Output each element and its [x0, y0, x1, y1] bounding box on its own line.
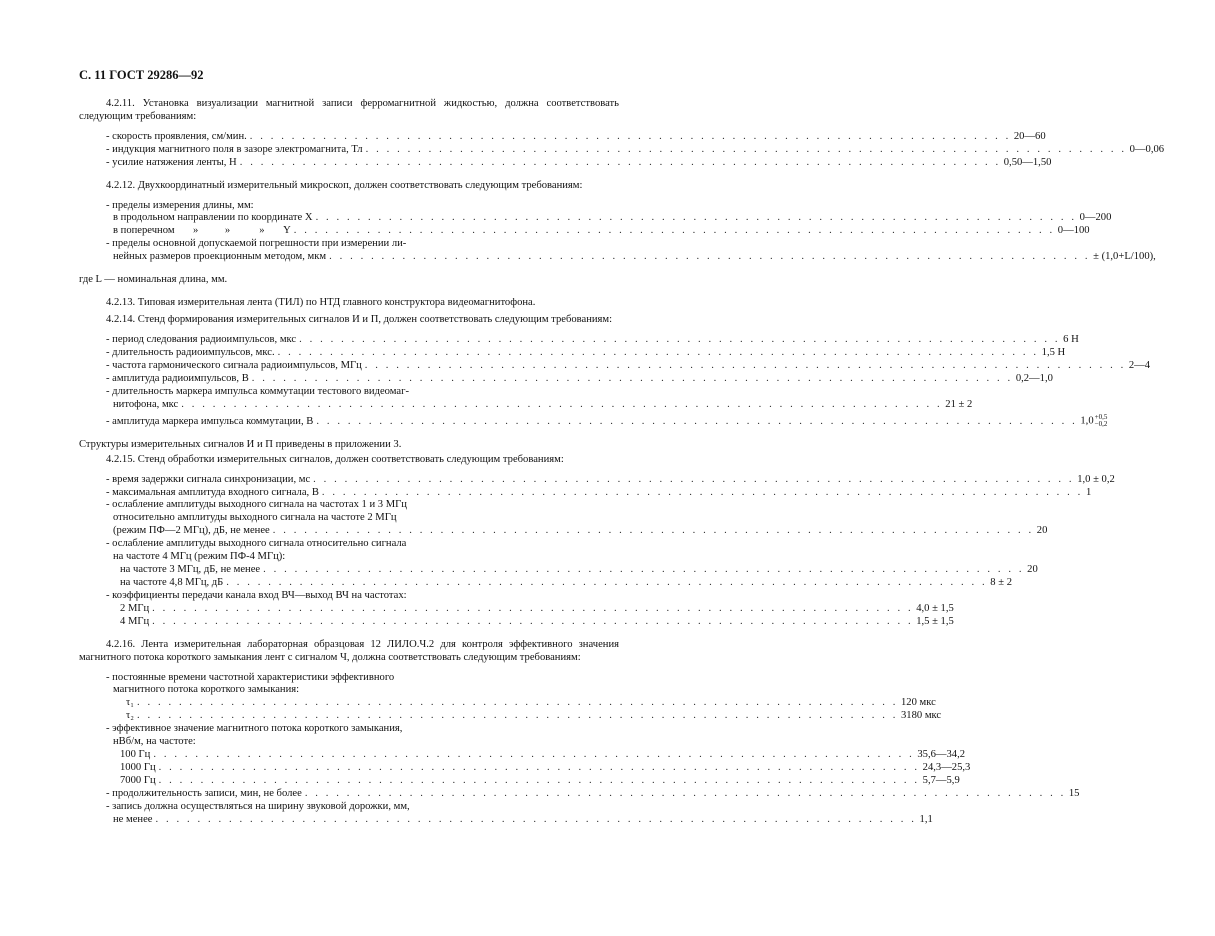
list-item — [106, 372, 1053, 386]
section-4-2-12 — [79, 179, 1156, 287]
note-text: где L — номинальная длина, мм. — [79, 274, 228, 286]
item-value: 1,0 ± 0,2 — [1077, 473, 1115, 485]
tolerance — [1095, 414, 1108, 428]
item-value: 6 H — [1063, 333, 1079, 345]
item-value: 2—4 — [1128, 359, 1151, 371]
list-item — [106, 697, 936, 710]
list-item — [106, 577, 1013, 590]
list-item: - эффективное значение магнитного потока короткого замыкания, — [106, 723, 403, 735]
item-label: не менее — [113, 813, 153, 825]
document-body — [79, 98, 1165, 837]
item-label: - период следования радиоимпульсов, мкс — [106, 333, 297, 345]
leader-dots: . . . . . . . . . . . . . . . . . . . . . . . . . . . . . . . . . . . . . . . . . . . . . . . . . . . . . . . . . . . . . . . . . . . . . . . . . — [158, 774, 920, 786]
list-item: - ослабление амплитуды выходного сигнала на частотах 1 и 3 МГц — [106, 499, 407, 511]
item-label: - усилие натяжения ленты, Н — [106, 156, 237, 168]
tolerance-lower: −0,2 — [1094, 420, 1108, 429]
item-value: 0—200 — [1079, 212, 1112, 224]
item-value: 120 мкс — [900, 697, 936, 709]
list-item — [106, 787, 1080, 801]
item-value: 20 — [1027, 564, 1038, 576]
list-item: - коэффициенты передачи канала вход ВЧ—выход ВЧ на частотах: — [106, 589, 407, 601]
section-text: 4.2.13. Типовая измерительная лента (ТИЛ) по НТД главного конструктора видеомагнитофона. — [106, 297, 536, 309]
item-label: на частоте 3 МГц, дБ, не менее — [120, 564, 261, 576]
list-item — [106, 602, 954, 616]
list-item: - длительность маркера импульса коммутации тестового видеомаг- — [106, 385, 409, 397]
section-4-2-15 — [79, 453, 1115, 629]
leader-dots: . . . . . . . . . . . . . . . . . . . . . . . . . . . . . . . . . . . . . . . . . . . . . . . . . . . . . . . . . . . . . . . . . . . . . . . . . — [316, 415, 1078, 427]
item-value: ± (1,0+L/100), — [1093, 251, 1156, 263]
list-item: - ослабление амплитуды выходного сигнала относительно сигнала — [106, 538, 407, 550]
item-value: 0,50—1,50 — [1003, 156, 1052, 168]
item-label: - амплитуда маркера импульса коммутации, В — [106, 415, 314, 427]
item-label: - длительность радиоимпульсов, мкс. — [106, 346, 275, 358]
section-4-2-14 — [79, 313, 1151, 452]
item-label: 2 МГц — [120, 602, 150, 614]
item-label: на частоте 4,8 МГц, дБ — [120, 577, 224, 589]
section-text: 4.2.14. Стенд формирования измерительных сигналов И и П, должен соответствовать следующим требованиям: — [106, 313, 613, 325]
item-value: 35,6—34,2 — [917, 749, 966, 761]
list-item — [106, 564, 1038, 577]
list-item: магнитного потока короткого замыкания: — [113, 684, 300, 696]
leader-dots: . . . . . . . . . . . . . . . . . . . . . . . . . . . . . . . . . . . . . . . . . . . . . . . . . . . . . . . . . . . . . . . . . . . . . . . . . — [158, 762, 920, 773]
list-item — [106, 486, 1092, 500]
list-item — [106, 473, 1115, 487]
requirements-list — [106, 671, 1080, 827]
leader-dots: . . . . . . . . . . . . . . . . . . . . . . . . . . . . . . . . . . . . . . . . . . . . . . . . . . . . . . . . . . . . . . . . . . . . . . . . . — [315, 212, 1077, 224]
item-label: в продольном направлении по координате X — [113, 212, 313, 224]
list-item — [106, 774, 960, 788]
list-item — [106, 156, 1052, 170]
item-label: - продолжительность записи, мин, не более — [106, 787, 302, 799]
list-item — [106, 251, 1156, 264]
leader-dots: . . . . . . . . . . . . . . . . . . . . . . . . . . . . . . . . . . . . . . . . . . . . . . . . . . . . . . . . . . . . . . . . . . . . . . . . . — [239, 156, 1001, 168]
item-value: 4,0 ± 1,5 — [916, 602, 954, 614]
leader-dots: . . . . . . . . . . . . . . . . . . . . . . . . . . . . . . . . . . . . . . . . . . . . . . . . . . . . . . . . . . . . . . . . . . . . . . . . . — [263, 564, 1025, 576]
item-label: - скорость проявления, см/мин. — [106, 130, 247, 142]
list-item — [106, 130, 1046, 144]
item-value: 1 — [1085, 486, 1092, 498]
item-label: - амплитуда радиоимпульсов, В — [106, 372, 249, 384]
item-value: 3180 мкс — [900, 710, 942, 722]
item-label: - частота гармонического сигнала радиоимпульсов, МГц — [106, 359, 362, 371]
leader-dots: . . . . . . . . . . . . . . . . . . . . . . . . . . . . . . . . . . . . . . . . . . . . . . . . . . . . . . . . . . . . . . . . . . . . . . . . . — [304, 787, 1066, 799]
item-value — [1080, 414, 1165, 428]
list-item — [106, 710, 942, 723]
tolerance-upper: +0,5 — [1094, 413, 1108, 422]
requirements-list — [106, 333, 1151, 429]
list-item — [106, 398, 973, 412]
list-item — [106, 749, 966, 762]
item-label: τ₁ — [126, 697, 134, 709]
leader-dots: . . . . . . . . . . . . . . . . . . . . . . . . . . . . . . . . . . . . . . . . . . . . . . . . . . . . . . . . . . . . . . . . . . . . . . . . . — [251, 372, 1013, 384]
item-label: в поперечном » » » Y — [113, 225, 291, 237]
item-value: 15 — [1068, 787, 1080, 799]
leader-dots: . . . . . . . . . . . . . . . . . . . . . . . . . . . . . . . . . . . . . . . . . . . . . . . . . . . . . . . . . . . . . . . . . . . . . . . . . — [329, 251, 1091, 263]
leader-dots: . . . . . . . . . . . . . . . . . . . . . . . . . . . . . . . . . . . . . . . . . . . . . . . . . . . . . . . . . . . . . . . . . . . . . . . . . — [181, 398, 943, 410]
section-text: 4.2.12. Двухкоординатный измерительный микроскоп, должен соответствовать следующим требованиям: — [106, 179, 583, 191]
item-label: 1000 Гц — [120, 762, 156, 773]
list-item — [106, 333, 1079, 347]
leader-dots: . . . . . . . . . . . . . . . . . . . . . . . . . . . . . . . . . . . . . . . . . . . . . . . . . . . . . . . . . . . . . . . . . . . . . . . . . — [272, 525, 1034, 537]
item-value: 8 ± 2 — [990, 577, 1013, 589]
leader-dots: . . . . . . . . . . . . . . . . . . . . . . . . . . . . . . . . . . . . . . . . . . . . . . . . . . . . . . . . . . . . . . . . . . . . . . . . . — [152, 602, 914, 614]
section-4-2-11 — [79, 98, 1165, 170]
list-item: - запись должна осуществляться на ширину звуковой дорожки, мм, — [106, 800, 410, 812]
list-item — [106, 615, 954, 629]
list-item — [106, 762, 971, 775]
leader-dots: . . . . . . . . . . . . . . . . . . . . . . . . . . . . . . . . . . . . . . . . . . . . . . . . . . . . . . . . . . . . . . . . . . . . . . . . . — [299, 333, 1061, 345]
item-value: 20—60 — [1013, 130, 1046, 142]
list-item — [106, 212, 1112, 225]
item-value: 21 ± 2 — [945, 398, 973, 410]
item-value: 20 — [1036, 525, 1048, 537]
section-text: 4.2.15. Стенд обработки измерительных сигналов, должен соответствовать следующим требованиям: — [106, 453, 564, 465]
item-label: 7000 Гц — [120, 774, 156, 786]
item-label: - максимальная амплитуда входного сигнала, В — [106, 486, 319, 498]
section-text: 4.2.11. Установка визуализации магнитной записи ферромагнитной жидкостью, должна соответствовать следующим требованиям: — [79, 98, 619, 122]
leader-dots: . . . . . . . . . . . . . . . . . . . . . . . . . . . . . . . . . . . . . . . . . . . . . . . . . . . . . . . . . . . . . . . . . . . . . . . . . — [155, 813, 917, 825]
section-4-2-16 — [79, 638, 1080, 827]
list-item: нВб/м, на частоте: — [113, 736, 196, 748]
requirements-list — [106, 473, 1115, 629]
leader-dots: . . . . . . . . . . . . . . . . . . . . . . . . . . . . . . . . . . . . . . . . . . . . . . . . . . . . . . . . . . . . . . . . . . . . . . . . . — [152, 615, 914, 627]
item-value: 0—100 — [1057, 225, 1090, 237]
structures-note: Структуры измерительных сигналов И и П приведены в приложении 3. — [79, 438, 402, 450]
list-item: на частоте 4 МГц (режим ПФ-4 МГц): — [113, 551, 286, 563]
amp-value: 1,0 — [1080, 415, 1094, 427]
leader-dots: . . . . . . . . . . . . . . . . . . . . . . . . . . . . . . . . . . . . . . . . . . . . . . . . . . . . . . . . . . . . . . . . . . . . . . . . . — [293, 225, 1055, 237]
list-item: - постоянные времени частотной характеристики эффективного — [106, 671, 395, 683]
leader-dots: . . . . . . . . . . . . . . . . . . . . . . . . . . . . . . . . . . . . . . . . . . . . . . . . . . . . . . . . . . . . . . . . . . . . . . . . . — [321, 486, 1083, 498]
item-value: 24,3—25,3 — [922, 762, 971, 773]
item-value: 0—0,06 — [1129, 143, 1165, 155]
item-value: 1,5 ± 1,5 — [916, 615, 954, 627]
item-value: 1,5 H — [1041, 346, 1066, 358]
item-label: 100 Гц — [120, 749, 151, 761]
item-value: 0,2—1,0 — [1015, 372, 1053, 384]
item-label: - индукция магнитного поля в зазоре электромагнита, Тл — [106, 143, 363, 155]
list-item — [106, 525, 1048, 538]
list-item: - пределы основной допускаемой погрешности при измерении ли- — [106, 238, 407, 250]
item-label: τ₂ — [126, 710, 134, 722]
leader-dots: . . . . . . . . . . . . . . . . . . . . . . . . . . . . . . . . . . . . . . . . . . . . . . . . . . . . . . . . . . . . . . . . . . . . . . . . . — [313, 473, 1075, 485]
requirements-list — [106, 199, 1156, 265]
leader-dots: . . . . . . . . . . . . . . . . . . . . . . . . . . . . . . . . . . . . . . . . . . . . . . . . . . . . . . . . . . . . . . . . . . . . . . . . . — [226, 577, 988, 589]
list-item — [106, 413, 1108, 429]
leader-dots: . . . . . . . . . . . . . . . . . . . . . . . . . . . . . . . . . . . . . . . . . . . . . . . . . . . . . . . . . . . . . . . . . . . . . . . . . — [136, 710, 898, 722]
leader-dots: . . . . . . . . . . . . . . . . . . . . . . . . . . . . . . . . . . . . . . . . . . . . . . . . . . . . . . . . . . . . . . . . . . . . . . . . . — [365, 143, 1127, 155]
section-text: 4.2.16. Лента измерительная лабораторная образцовая 12 ЛИЛО.Ч.2 для контроля эффективного значения магнитного потока короткого замыкания лент с сигналом Ч, должна соответствовать следующим требованиям: — [79, 638, 619, 663]
list-item — [106, 813, 933, 827]
list-item — [106, 346, 1066, 360]
item-label: 4 МГц — [120, 615, 150, 627]
list-item — [106, 225, 1090, 238]
leader-dots: . . . . . . . . . . . . . . . . . . . . . . . . . . . . . . . . . . . . . . . . . . . . . . . . . . . . . . . . . . . . . . . . . . . . . . . . . — [153, 749, 915, 761]
list-item — [106, 359, 1151, 373]
item-label: (режим ПФ—2 МГц), дБ, не менее — [113, 525, 270, 537]
list-item: - пределы измерения длины, мм: — [106, 199, 254, 211]
leader-dots: . . . . . . . . . . . . . . . . . . . . . . . . . . . . . . . . . . . . . . . . . . . . . . . . . . . . . . . . . . . . . . . . . . . . . . . . . — [364, 359, 1126, 371]
item-value: 1,1 — [919, 813, 933, 825]
leader-dots: . . . . . . . . . . . . . . . . . . . . . . . . . . . . . . . . . . . . . . . . . . . . . . . . . . . . . . . . . . . . . . . . . . . . . . . . . — [277, 346, 1039, 358]
requirements-list — [106, 130, 1165, 170]
page-header: С. 11 ГОСТ 29286—92 — [79, 68, 204, 82]
leader-dots: . . . . . . . . . . . . . . . . . . . . . . . . . . . . . . . . . . . . . . . . . . . . . . . . . . . . . . . . . . . . . . . . . . . . . . . . . — [136, 697, 898, 709]
item-label: - время задержки сигнала синхронизации, мс — [106, 473, 311, 485]
item-value: 5,7—5,9 — [922, 774, 960, 786]
item-label: нитофона, мкс — [113, 398, 179, 410]
item-label: нейных размеров проекционным методом, мкм — [113, 251, 327, 263]
leader-dots: . . . . . . . . . . . . . . . . . . . . . . . . . . . . . . . . . . . . . . . . . . . . . . . . . . . . . . . . . . . . . . . . . . . . . . . . . — [249, 130, 1011, 142]
section-4-2-13 — [79, 297, 619, 310]
list-item — [106, 143, 1165, 157]
list-item: относительно амплитуды выходного сигнала на частоте 2 МГц — [113, 512, 397, 524]
